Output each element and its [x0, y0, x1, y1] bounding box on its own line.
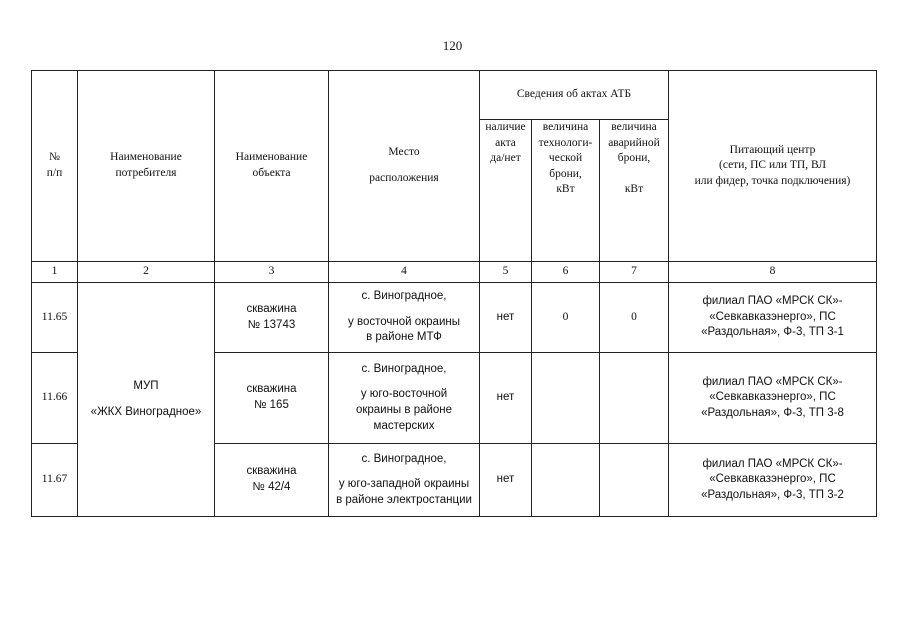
- object-name: скважина № 42/4: [215, 444, 329, 517]
- act-present: нет: [480, 444, 532, 517]
- emergency-reserve: [600, 353, 669, 444]
- header-emergency-reserve: величина аварийной брони, кВт: [600, 120, 669, 262]
- header-supply-center: Питающий центр (сети, ПС или ТП, ВЛ или фидер, точка подключения): [669, 71, 877, 262]
- header-act-present: наличие акта да/нет: [480, 120, 532, 262]
- column-number: 5: [480, 262, 532, 283]
- emergency-reserve: 0: [600, 283, 669, 353]
- row-number: 11.66: [32, 353, 78, 444]
- location: с. Виноградное, у юго-восточной окраины в районе мастерских: [329, 353, 480, 444]
- object-name: скважина № 165: [215, 353, 329, 444]
- tech-reserve: [532, 353, 600, 444]
- emergency-reserve: [600, 444, 669, 517]
- column-number: 7: [600, 262, 669, 283]
- page-number: 120: [442, 38, 463, 53]
- header-location: Место расположения: [329, 71, 480, 262]
- supply-center: филиал ПАО «МРСК СК»- «Севкавказэнерго», ПС «Раздольная», Ф-3, ТП 3-8: [669, 353, 877, 444]
- header-object: Наименование объекта: [215, 71, 329, 262]
- object-name: скважина № 13743: [215, 283, 329, 353]
- supply-center: филиал ПАО «МРСК СК»- «Севкавказэнерго», ПС «Раздольная», Ф-3, ТП 3-2: [669, 444, 877, 517]
- column-number-row: [32, 262, 877, 283]
- act-present: нет: [480, 353, 532, 444]
- header-num: № п/п: [32, 71, 78, 262]
- column-number: 3: [215, 262, 329, 283]
- table-row: [32, 283, 877, 353]
- column-number: 1: [32, 262, 78, 283]
- tech-reserve: [532, 444, 600, 517]
- column-number: 2: [78, 262, 215, 283]
- column-number: 4: [329, 262, 480, 283]
- consumers-table: [31, 70, 877, 517]
- header-atb-group: Сведения об актах АТБ: [480, 71, 669, 120]
- tech-reserve: 0: [532, 283, 600, 353]
- column-number: 8: [669, 262, 877, 283]
- row-number: 11.67: [32, 444, 78, 517]
- location: с. Виноградное, у восточной окраины в районе МТФ: [329, 283, 480, 353]
- location: с. Виноградное, у юго-западной окраины в районе электростанции: [329, 444, 480, 517]
- header-consumer: Наименование потребителя: [78, 71, 215, 262]
- row-number: 11.65: [32, 283, 78, 353]
- supply-center: филиал ПАО «МРСК СК»- «Севкавказэнерго», ПС «Раздольная», Ф-3, ТП 3-1: [669, 283, 877, 353]
- header-row: [32, 71, 877, 120]
- column-number: 6: [532, 262, 600, 283]
- header-tech-reserve: величина технологи- ческой брони, кВт: [532, 120, 600, 262]
- consumer-name: МУП «ЖКХ Виноградное»: [78, 283, 215, 517]
- act-present: нет: [480, 283, 532, 353]
